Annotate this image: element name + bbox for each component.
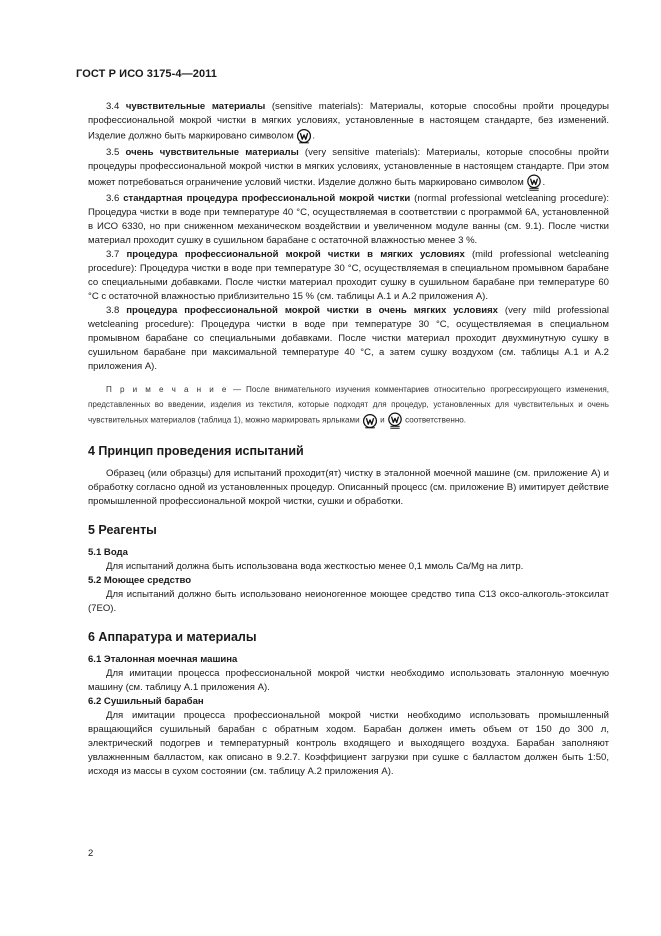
subsection-6-2-heading: 6.2 Сушильный барабан xyxy=(88,696,204,707)
clause-number: 3.6 xyxy=(106,193,120,204)
definition-3-5 xyxy=(88,146,609,191)
subsection-6-1-text: Для имитации процесса профессиональной мокрой чистки необходимо использовать эталонную моечную машину (см. таблицу А.1 приложения А). xyxy=(88,668,609,693)
definition-3-6 xyxy=(88,192,609,248)
page-number: 2 xyxy=(88,848,94,859)
punctuation: . xyxy=(312,130,316,142)
clause-number: 3.7 xyxy=(106,249,120,260)
term: чувствительные материалы xyxy=(125,101,266,112)
definition-text: (sensitive materials): Материалы, которые способны пройти процедуры профессиональной мокрой чистки в мягких условиях, установленные в настоящем стандарте, без изменений. Изделие должно быть маркировано символом xyxy=(88,101,609,142)
mild-wetclean-symbol-icon xyxy=(296,128,312,144)
punctuation: . xyxy=(542,177,546,189)
section-5-heading: 5 Реагенты xyxy=(88,523,157,537)
definition-text: (normal professional wetcleaning procedure): Процедура чистки в воде при температуре 40 °С, осуществляемая в соответствии с программой 6А, установленной в ИСО 6330, но при сниженном механическом воздействии и увеличенном модуле ванны (см. 9.1). После чистки материал проходит сушку в сушильном барабане с остаточной влажностью менее 3 %. xyxy=(88,193,609,246)
page-header: ГОСТ Р ИСО 3175-4—2011 xyxy=(76,68,217,80)
note-conjunction: и xyxy=(380,415,385,425)
definition-text: (very mild professional wetcleaning procedure): Процедура чистки в воде при температуре 30 °С, осуществляемая в специальном промывном барабане со специальными добавками. После чистки материал проходит двухминутную сушку в сушильном барабане при максимальной температуре 40 °С, а затем сушку воздухом (см. таблицы А.1 и А.2 приложения А). xyxy=(88,305,610,372)
note-label: П р и м е ч а н и е xyxy=(106,385,229,394)
very-mild-wetclean-symbol-icon xyxy=(387,412,403,429)
subsection-5-1-text: Для испытаний должна быть использована вода жесткостью менее 0,1 ммоль Ca/Mg на литр. xyxy=(106,561,524,572)
definition-3-7 xyxy=(88,248,609,304)
note-text: — После внимательного изучения комментариев относительно прогрессирующего изменения, представленных во введении, изделия из текстиля, которые подходят для процедур, установленных для чувствительных и очень чувствительных материалов (таблица 1), можно маркировать ярлыками xyxy=(88,385,609,425)
section-4-heading: 4 Принцип проведения испытаний xyxy=(88,444,304,458)
note-tail: соответственно. xyxy=(405,415,467,425)
definition-3-8 xyxy=(88,304,609,374)
subsection-5-1-heading: 5.1 Вода xyxy=(88,547,128,558)
term: процедура профессиональной мокрой чистки в очень мягких условиях xyxy=(126,305,498,316)
term: стандартная процедура профессиональной мокрой чистки xyxy=(123,193,411,204)
definition-text: (mild professional wetcleaning procedure): Процедура чистки в воде при температуре 30 °С, осуществляемая в специальном промывном барабане со специальными добавками. После чистки материал проходит сушку в сушильном барабане при температуре 60 °С с остаточной влажностью приблизительно 15 % (см. таблицы А.1 и А.2 приложения А). xyxy=(88,249,609,302)
section-6-heading: 6 Аппаратура и материалы xyxy=(88,630,257,644)
section-4-text: Образец (или образцы) для испытаний проходит(ят) чистку в эталонной моечной машине (см. приложение А) и обработку согласно одной из установленных процедур. Описанный процесс (см. приложение В) имитирует действие промышленной профессиональной мокрой чистки, сушки и обработки. xyxy=(88,468,609,507)
definition-3-4 xyxy=(88,100,609,144)
very-mild-wetclean-symbol-icon xyxy=(526,174,542,191)
term: процедура профессиональной мокрой чистки в мягких условиях xyxy=(126,249,465,260)
subsection-6-1-heading: 6.1 Эталонная моечная машина xyxy=(88,654,238,665)
clause-number: 3.5 xyxy=(106,147,120,158)
page-body xyxy=(88,100,609,779)
mild-wetclean-symbol-icon xyxy=(362,413,378,429)
subsection-5-2-text: Для испытаний должно быть использовано неионогенное моющее средство типа С13 оксо-алкоголь-этоксилат (7ЕО). xyxy=(88,589,609,614)
clause-number: 3.4 xyxy=(106,101,120,112)
note xyxy=(88,382,609,429)
subsection-5-2-heading: 5.2 Моющее средство xyxy=(88,575,192,586)
definition-text: (very sensitive materials): Материалы, которые способны пройти процедуры профессиональной мокрой чистки в мягких условиях, установленные в настоящем стандарте. При этом может потребоваться ограничение условий чистки. Изделие должно быть маркировано символом xyxy=(88,147,609,189)
subsection-6-2-text: Для имитации процесса профессиональной мокрой чистки необходимо использовать промышленный вращающийся сушильный барабан с обратным ходом. Барабан должен иметь объем от 150 до 300 л, электрический подогрев и температурный контроль входящего и выходящего воздуха. Барабан заполняют увлажненным балластом, как описано в 9.2.7. Коэффициент загрузки при сушке с балластом должен быть 1:50, исходя из массы в сухом состоянии (см. таблицу А.2 приложения А). xyxy=(88,710,609,777)
clause-number: 3.8 xyxy=(106,305,120,316)
term: очень чувствительные материалы xyxy=(125,147,299,158)
